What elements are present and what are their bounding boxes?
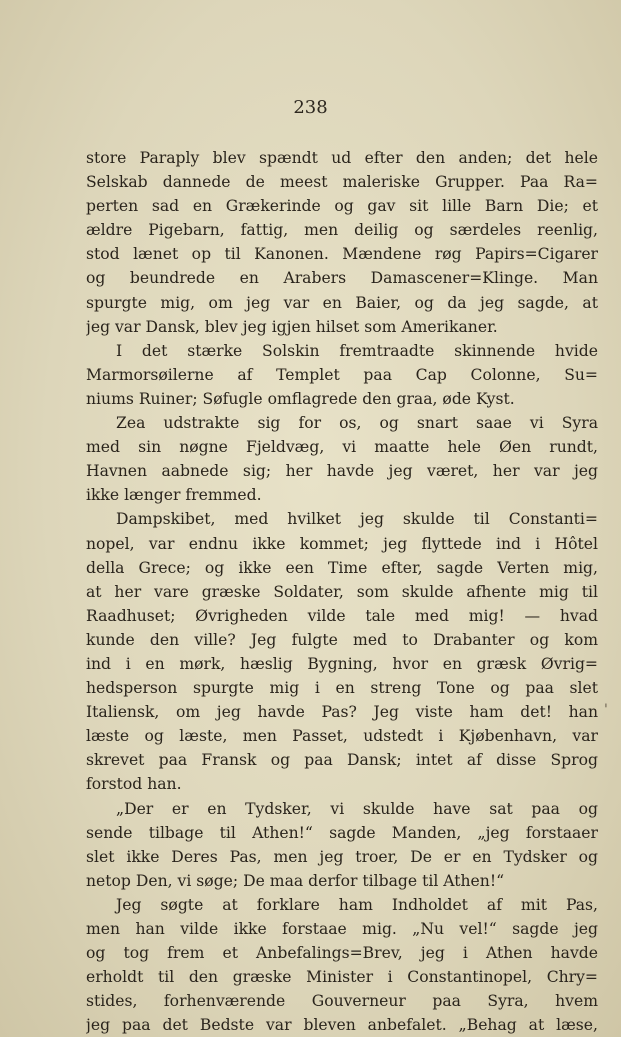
text-line: Marmorsøilerne af Templet paa Cap Colonne, Su= <box>86 365 598 384</box>
text-line: ældre Pigebarn, fattig, men deilig og særdeles reenlig, <box>86 221 598 240</box>
text-line: at her vare græske Soldater, som skulde afhente mig til <box>86 582 598 601</box>
text-line: skrevet paa Fransk og paa Dansk; intet af disse Sprog <box>86 751 598 770</box>
text-line: perten sad en Grækerinde og gav sit lille Barn Die; et <box>86 197 598 216</box>
margin-mark: ' <box>604 702 608 718</box>
text-line: forstod han. <box>86 775 182 794</box>
text-line: Raadhuset; Øvrigheden vilde tale med mig! — hvad <box>86 606 598 625</box>
text-line: stides, forhenværende Gouverneur paa Syra, hvem <box>86 992 598 1011</box>
text-line: Selskab dannede de meest maleriske Grupper. Paa Ra= <box>86 173 598 192</box>
text-line: della Grece; og ikke een Time efter, sagde Verten mig, <box>86 558 598 577</box>
text-line: Jeg søgte at forklare ham Indholdet af mit Pas, <box>116 895 598 914</box>
text-line: nopel, var endnu ikke kommet; jeg flyttede ind i Hôtel <box>86 534 598 553</box>
text-line: store Paraply blev spændt ud efter den anden; det hele <box>86 149 598 167</box>
text-line: jeg paa det Bedste var bleven anbefalet. „Behag at læse, <box>86 1016 598 1035</box>
text-line: „Der er en Tydsker, vi skulde have sat paa og <box>116 799 598 818</box>
text-line: hedsperson spurgte mig i en streng Tone og paa slet <box>86 679 598 698</box>
text-line: erholdt til den græske Minister i Constantinopel, Chry= <box>86 968 598 987</box>
text-line: med sin nøgne Fjeldvæg, vi maatte hele Øen rundt, <box>86 438 598 457</box>
text-line: læste og læste, men Passet, udstedt i Kjøbenhavn, var <box>86 727 598 746</box>
text-line: netop Den, vi søge; De maa derfor tilbage til Athen!“ <box>86 871 505 890</box>
text-line: slet ikke Deres Pas, men jeg troer, De er en Tydsker og <box>86 847 598 866</box>
text-line: I det stærke Solskin fremtraadte skinnende hvide <box>116 341 598 360</box>
text-line: ind i en mørk, hæslig Bygning, hvor en græsk Øvrig= <box>86 654 598 673</box>
text-line: sende tilbage til Athen!“ sagde Manden, „jeg forstaaer <box>86 823 598 842</box>
text-line: Italiensk, om jeg havde Pas? Jeg viste ham det! han <box>86 703 598 722</box>
text-line: spurgte mig, om jeg var en Baier, og da jeg sagde, at <box>86 293 598 312</box>
text-line: men han vilde ikke forstaae mig. „Nu vel!“ sagde jeg <box>86 920 598 938</box>
text-line: og tog frem et Anbefalings=Brev, jeg i Athen havde <box>86 944 598 963</box>
text-line: Havnen aabnede sig; her havde jeg været, her var jeg <box>86 462 598 481</box>
body-text <box>86 146 598 1037</box>
text-line: og beundrede en Arabers Damascener=Klinge. Man <box>86 269 598 288</box>
text-line: stod lænet op til Kanonen. Mændene røg Papirs=Cigarer <box>86 245 598 264</box>
text-line: jeg var Dansk, blev jeg igjen hilset som Amerikaner. <box>86 317 498 336</box>
text-line: Dampskibet, med hvilket jeg skulde til Constanti= <box>116 510 598 529</box>
text-line: kunde den ville? Jeg fulgte med to Drabanter og kom <box>86 630 598 649</box>
text-line: Zea udstrakte sig for os, og snart saae vi Syra <box>116 414 598 433</box>
text-line: niums Ruiner; Søfugle omflagrede den graa, øde Kyst. <box>86 389 515 408</box>
text-line: ikke længer fremmed. <box>86 486 262 505</box>
page-number: 238 <box>293 97 328 118</box>
